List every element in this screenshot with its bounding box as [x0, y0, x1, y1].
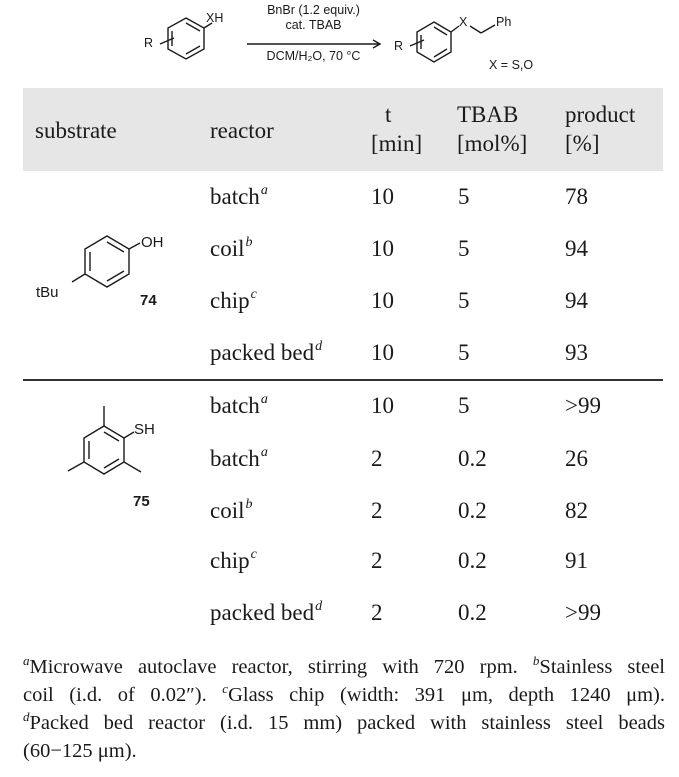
- time-cell: 10: [371, 184, 394, 209]
- reactant-xh-label: XH: [206, 11, 224, 25]
- footnote-line-4: (60−125 μm).: [23, 740, 137, 762]
- footnote-marker: d: [315, 599, 323, 614]
- table-row: [210, 287, 257, 318]
- table-row: [210, 235, 253, 266]
- time-cell: 2: [371, 498, 383, 523]
- product-cell: 91: [565, 548, 588, 573]
- product-cell: 93: [565, 340, 588, 365]
- reaction-scheme: [0, 0, 679, 84]
- product-cell: >99: [565, 393, 601, 418]
- footnote-marker: a: [260, 392, 268, 407]
- reactor-cell: batch: [210, 393, 260, 418]
- footnote-marker-b: b: [532, 653, 540, 668]
- time-cell: 10: [371, 288, 394, 313]
- substrate-74-oh: OH: [141, 234, 164, 251]
- reactor-cell: batch: [210, 446, 260, 471]
- footnote-marker: d: [315, 339, 323, 354]
- table-row: [210, 599, 322, 630]
- tbab-cell: 5: [458, 288, 470, 313]
- product-cell: >99: [565, 600, 601, 625]
- footnote-b-text-start: Stainless steel: [539, 656, 665, 678]
- product-cell: 82: [565, 498, 588, 523]
- reactor-cell: chip: [210, 288, 250, 313]
- time-cell: 2: [371, 548, 383, 573]
- substrate-75-structure: [30, 405, 180, 515]
- substrate-74-structure: [30, 222, 180, 322]
- time-cell: 2: [371, 446, 383, 471]
- reactor-cell: coil: [210, 236, 245, 261]
- reactor-cell: batch: [210, 184, 260, 209]
- product-cell: 78: [565, 184, 588, 209]
- product-r-label: R: [394, 39, 404, 53]
- substrate-74-tbu: tBu: [36, 284, 59, 301]
- header-t-unit: [min]: [371, 131, 423, 156]
- footnote-marker: c: [250, 547, 257, 562]
- footnote-marker: b: [245, 235, 253, 250]
- footnote-line-2: [23, 682, 665, 710]
- header-product: product: [565, 102, 636, 127]
- product-ring: [417, 22, 451, 62]
- tbab-cell: 0.2: [458, 600, 487, 625]
- header-product-unit: [%]: [565, 131, 600, 156]
- reactor-cell: packed bed: [210, 600, 315, 625]
- table-header: [23, 88, 663, 171]
- footnote-marker: c: [250, 287, 257, 302]
- footnote-a-text: Microwave autoclave reactor, stirring with 720 rpm.: [29, 656, 533, 678]
- tbab-cell: 5: [458, 393, 470, 418]
- reactant-r-label: R: [144, 36, 154, 50]
- header-t: t: [385, 102, 392, 127]
- product-cell: 94: [565, 236, 588, 261]
- reactor-cell: coil: [210, 498, 245, 523]
- substrate-74-number: 74: [140, 292, 157, 309]
- tbab-cell: 5: [458, 184, 470, 209]
- table-row: [210, 445, 268, 476]
- x-definition: X = S,O: [489, 58, 534, 72]
- product-x-label: X: [459, 15, 468, 29]
- footnote-line-1: [23, 654, 665, 682]
- substrate-75-sh: SH: [134, 421, 155, 438]
- tbab-cell: 0.2: [458, 498, 487, 523]
- tbab-cell: 0.2: [458, 446, 487, 471]
- table-row: [210, 497, 253, 528]
- header-reactor: reactor: [210, 118, 274, 143]
- time-cell: 10: [371, 340, 394, 365]
- table-row: [210, 392, 268, 423]
- condition-reagent: BnBr (1.2 equiv.): [267, 3, 360, 17]
- footnote-b-text-end: coil (i.d. of 0.02″).: [23, 684, 223, 706]
- time-cell: 10: [371, 236, 394, 261]
- footnote-marker-c: c: [222, 681, 229, 696]
- table-footnotes: [23, 654, 665, 765]
- header-substrate: substrate: [35, 118, 117, 143]
- reactor-cell: packed bed: [210, 340, 315, 365]
- tbab-cell: 5: [458, 236, 470, 261]
- header-tbab: TBAB: [457, 102, 519, 127]
- footnote-marker: a: [260, 445, 268, 460]
- substrate-divider: [23, 379, 663, 381]
- reactor-cell: chip: [210, 548, 250, 573]
- tbab-cell: 0.2: [458, 548, 487, 573]
- time-cell: 10: [371, 393, 394, 418]
- table-row: [210, 183, 268, 214]
- footnote-line-3: [23, 710, 665, 738]
- footnote-marker-d: d: [23, 709, 30, 724]
- condition-catalyst: cat. TBAB: [285, 18, 342, 32]
- footnote-c-text: Glass chip (width: 391 μm, depth 1240 μm).: [228, 684, 665, 706]
- product-cell: 26: [565, 446, 588, 471]
- footnote-d-text: Packed bed reactor (i.d. 15 mm) packed with stainless steel beads: [29, 712, 665, 734]
- product-ph-label: Ph: [496, 15, 512, 29]
- header-tbab-unit: [mol%]: [457, 131, 528, 156]
- condition-solvent: DCM/H₂O, 70 °C: [266, 49, 361, 63]
- table-row: [210, 547, 257, 578]
- substrate-75-drawing: [30, 405, 180, 515]
- tbab-cell: 5: [458, 340, 470, 365]
- footnote-marker: b: [245, 497, 253, 512]
- table-row: [210, 339, 322, 370]
- substrate-75-number: 75: [133, 493, 150, 510]
- footnote-marker-a: a: [23, 653, 30, 668]
- footnote-marker: a: [260, 183, 268, 198]
- time-cell: 2: [371, 600, 383, 625]
- product-cell: 94: [565, 288, 588, 313]
